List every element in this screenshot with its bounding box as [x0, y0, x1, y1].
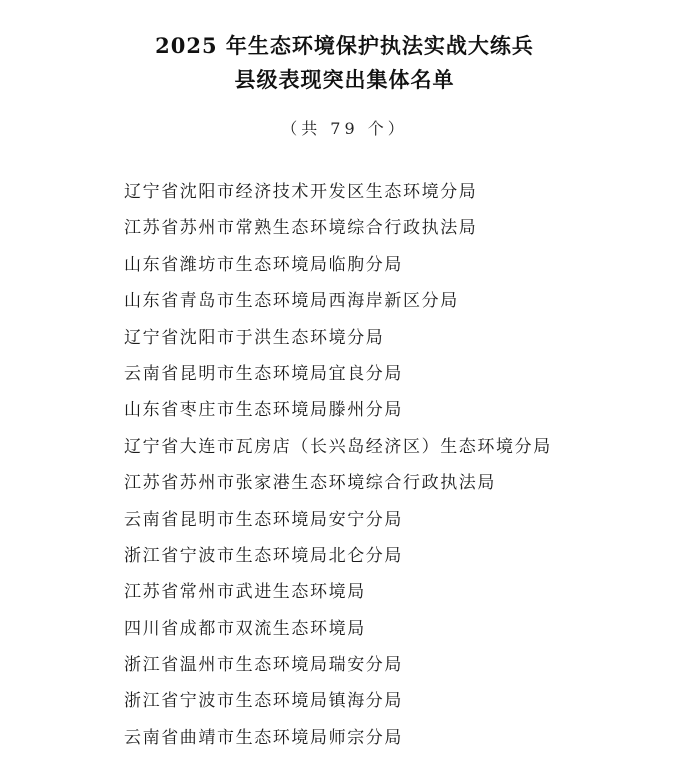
list-item: 山东省潍坊市生态环境局临朐分局 [124, 254, 403, 275]
list-item: 辽宁省沈阳市经济技术开发区生态环境分局 [124, 182, 478, 202]
document-title-line2: 县级表现突出集体名单 [234, 67, 455, 92]
document-subtitle-count: （共 79 个） [281, 119, 408, 138]
list-item: 山东省枣庄市生态环境局滕州分局 [124, 400, 403, 421]
list-item: 云南省昆明市生态环境局宜良分局 [124, 363, 403, 384]
document-title-line1: 2025 年生态环境保护执法实战大练兵 [155, 33, 534, 58]
collective-list [124, 180, 552, 762]
list-item: 辽宁省大连市瓦房店（长兴岛经济区）生态环境分局 [124, 436, 552, 457]
list-item: 江苏省常州市武进生态环境局 [124, 582, 366, 603]
list-item: 浙江省温州市生态环境局瑞安分局 [124, 655, 403, 676]
list-item: 云南省曲靖市生态环境局师宗分局 [124, 727, 403, 748]
list-item: 云南省昆明市生态环境局安宁分局 [124, 509, 403, 530]
list-item: 江苏省苏州市张家港生态环境综合行政执法局 [124, 473, 496, 494]
list-item: 四川省成都市双流生态环境局 [124, 618, 366, 639]
list-item: 山东省青岛市生态环境局西海岸新区分局 [124, 291, 459, 312]
list-item: 辽宁省沈阳市于洪生态环境分局 [124, 327, 385, 348]
list-item: 江苏省苏州市常熟生态环境综合行政执法局 [124, 218, 478, 239]
list-item: 浙江省宁波市生态环境局镇海分局 [124, 691, 403, 712]
list-item: 浙江省宁波市生态环境局北仑分局 [124, 545, 403, 566]
